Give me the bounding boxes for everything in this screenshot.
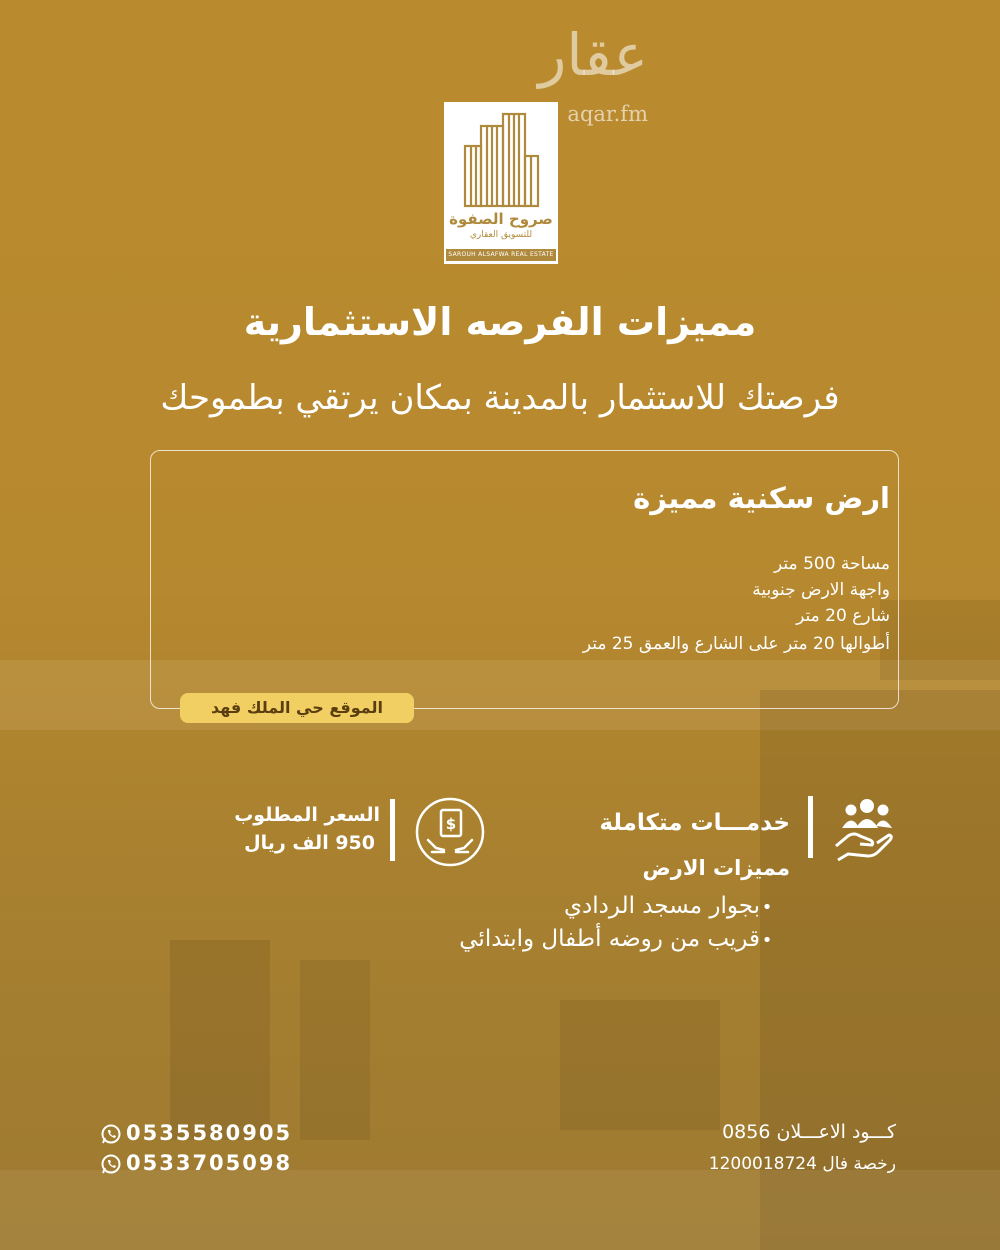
fal-license: رخصة فال 1200018724	[708, 1154, 896, 1174]
divider	[808, 796, 813, 858]
phone-number[interactable]: 0533705098	[126, 1151, 293, 1175]
location-badge: الموقع حي الملك فهد	[180, 693, 414, 723]
logo-name-english: SAROUH ALSAFWA REAL ESTATE	[446, 249, 556, 261]
whatsapp-icon	[100, 1123, 122, 1145]
property-detail: مساحة 500 متر	[774, 554, 890, 574]
services-title: خدمـــات متكاملة	[599, 810, 790, 836]
bullet: •	[761, 897, 773, 918]
property-title: ارض سكنية مميزة	[633, 481, 890, 515]
phone-number[interactable]: 0535580905	[126, 1121, 293, 1145]
page-title: مميزات الفرصه الاستثمارية	[243, 300, 757, 344]
bullet: •	[761, 930, 773, 951]
company-logo	[444, 102, 558, 264]
property-detail: أطوالها 20 متر على الشارع والعمق 25 متر	[582, 634, 890, 654]
logo-name-arabic: صروح الصفوة	[449, 210, 553, 228]
divider	[390, 799, 395, 861]
features-title: مميزات الارض	[642, 856, 790, 880]
price-label: السعر المطلوب	[234, 804, 380, 826]
aqar-watermark-domain: aqar.fm	[567, 102, 648, 126]
whatsapp-icon	[100, 1153, 122, 1175]
property-detail: شارع 20 متر	[796, 606, 890, 626]
building-icon	[461, 112, 541, 208]
feature-item: بجوار مسجد الردادي	[564, 893, 760, 919]
page-subtitle: فرصتك للاستثمار بالمدينة بمكان يرتقي بطموحك	[160, 378, 840, 418]
svg-text:$: $	[445, 815, 457, 833]
feature-item: قريب من روضه أطفال وابتدائي	[459, 926, 760, 952]
hands-people-icon	[832, 794, 902, 862]
aqar-watermark-arabic: عقار	[538, 21, 648, 89]
ad-code: كـــود الاعـــلان 0856	[722, 1121, 896, 1143]
logo-tagline-arabic: للتسويق العقاري	[469, 230, 533, 240]
money-hands-icon	[414, 796, 486, 868]
price-value: 950 الف ريال	[244, 832, 375, 854]
property-detail: واجهة الارض جنوبية	[752, 580, 890, 600]
